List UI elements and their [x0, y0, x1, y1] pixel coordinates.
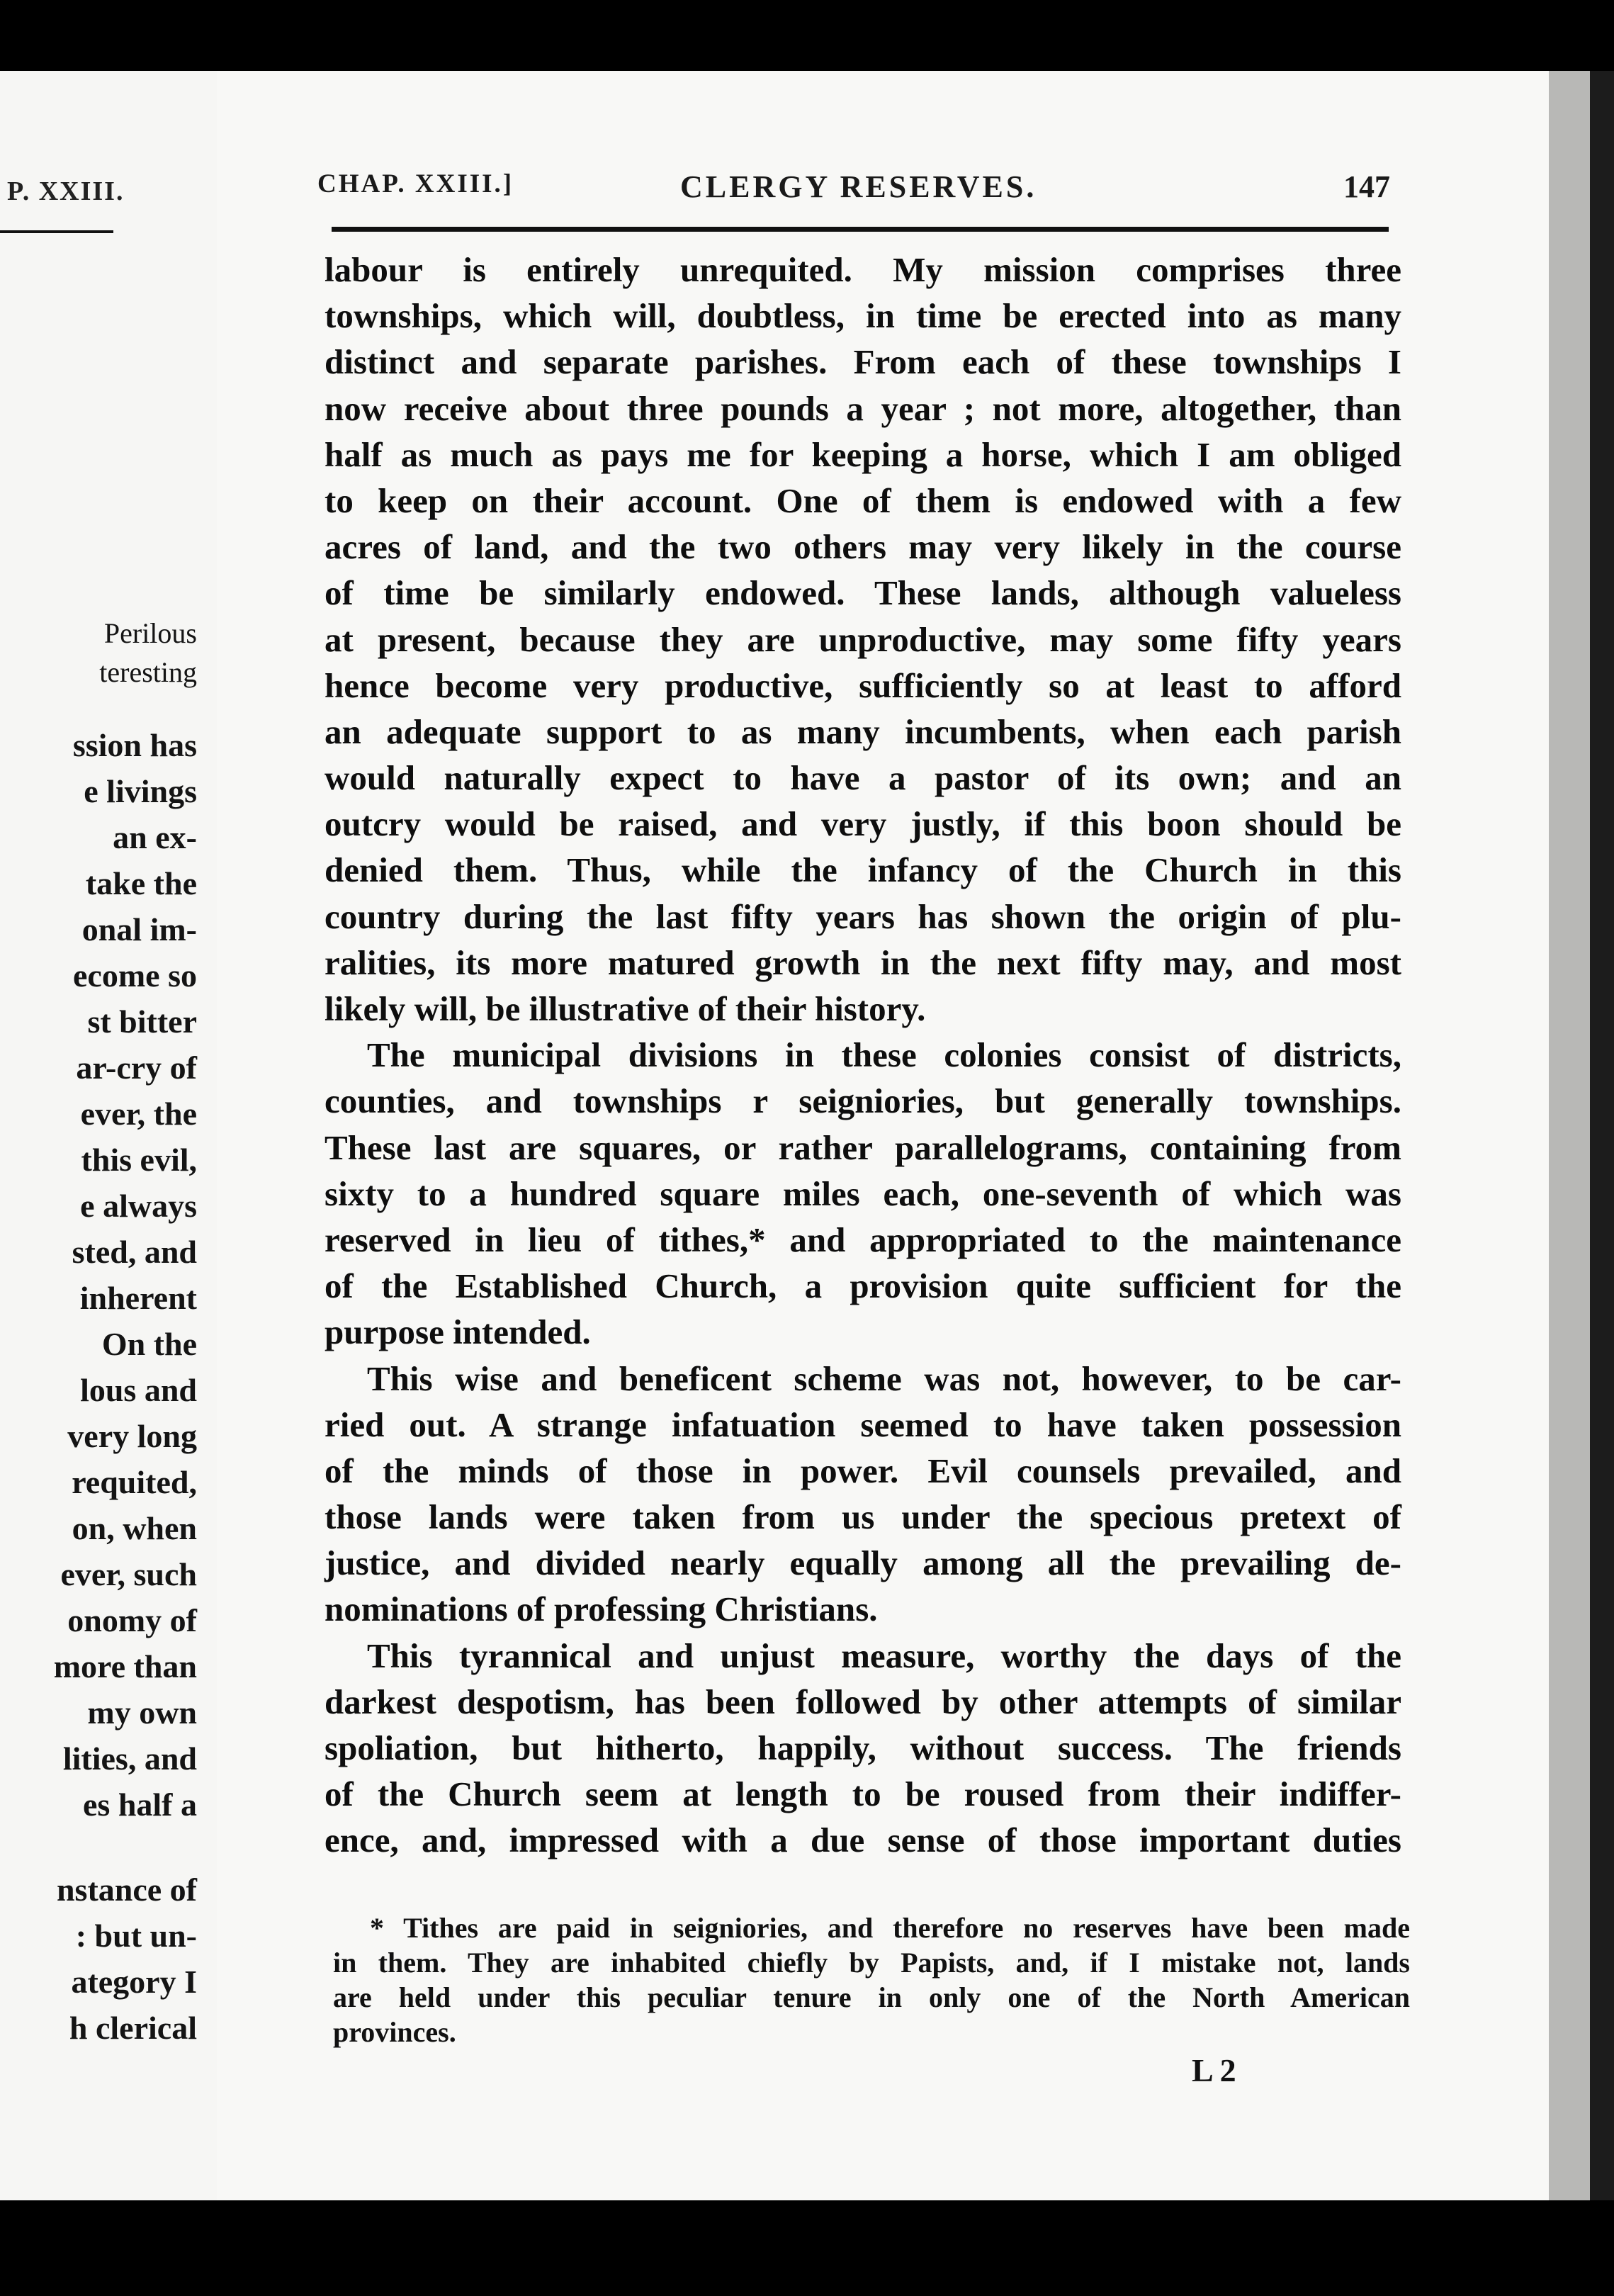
body-line: of time be similarly endowed. These lands, although valueless: [325, 573, 1401, 613]
left-page-line: ever, the: [80, 1096, 197, 1132]
body-text: [325, 247, 1401, 1864]
body-line: those lands were taken from us under the specious pretext of: [325, 1497, 1401, 1537]
left-page-line: e livings: [84, 773, 197, 809]
body-line: distinct and separate parishes. From each of these townships I: [325, 342, 1401, 382]
running-title: CLERGY RESERVES.: [680, 169, 1037, 204]
book-cover-edge: [1590, 71, 1614, 2200]
body-line: counties, and townships r seigniories, but generally townships.: [325, 1081, 1401, 1121]
left-page-line: nstance of: [56, 1872, 197, 1908]
body-line: darkest despotism, has been followed by other attempts of similar: [325, 1682, 1401, 1721]
body-line: of the Church seem at length to be roused from their indiffer-: [325, 1774, 1401, 1814]
body-line: This wise and beneficent scheme was not, however, to be car-: [367, 1358, 1401, 1398]
left-page-line: e always: [80, 1188, 197, 1224]
body-line: purpose intended.: [325, 1312, 591, 1352]
body-line: would naturally expect to have a pastor of its own; and an: [325, 758, 1401, 798]
left-page-line: very long: [67, 1418, 197, 1454]
left-page-line: take the: [85, 865, 197, 901]
body-line: an adequate support to as many incumbents, when each parish: [325, 711, 1401, 751]
left-page-line: onal im-: [81, 911, 197, 947]
body-line: ence, and, impressed with a due sense of those important duties: [325, 1821, 1401, 1860]
body-line: now receive about three pounds a year ; not more, altogether, than: [325, 388, 1401, 428]
footnote: [333, 1910, 1410, 2049]
page-edge: [1549, 71, 1590, 2200]
footnote-line: are held under this peculiar tenure in only one of the North American: [333, 1981, 1410, 2013]
footnote-line: * Tithes are paid in seigniories, and therefore no reserves have been made: [370, 1912, 1410, 1944]
body-line: hence become very productive, sufficiently so at least to afford: [325, 665, 1401, 705]
left-page-line: Perilous: [103, 617, 197, 649]
left-page-line: more than: [53, 1648, 197, 1684]
left-page-line: on, when: [72, 1510, 197, 1546]
body-line: ried out. A strange infatuation seemed to have taken possession: [325, 1405, 1401, 1444]
body-line: This tyrannical and unjust measure, worthy the days of the: [367, 1636, 1401, 1675]
left-page-line: ategory I: [71, 1964, 197, 2000]
body-line: ralities, its more matured growth in the next fifty may, and most: [325, 942, 1401, 982]
left-page-line: st bitter: [87, 1003, 197, 1040]
left-page-line: lous and: [80, 1372, 197, 1408]
left-page-line: teresting: [99, 656, 197, 688]
left-page-line: sted, and: [72, 1234, 197, 1270]
signature-mark: L 2: [1192, 2052, 1236, 2088]
body-line: of the minds of those in power. Evil counsels prevailed, and: [325, 1451, 1401, 1490]
left-page-line: ssion has: [72, 727, 197, 763]
body-line: The municipal divisions in these colonies consist of districts,: [367, 1035, 1401, 1075]
left-page-line: ever, such: [60, 1556, 197, 1592]
body-line: of the Established Church, a provision quite sufficient for the: [325, 1266, 1401, 1306]
body-line: spoliation, but hitherto, happily, without success. The friends: [325, 1728, 1401, 1767]
left-page-line: h clerical: [69, 2010, 197, 2046]
body-line: These last are squares, or rather parallelograms, containing from: [325, 1127, 1401, 1167]
left-page-line: requited,: [72, 1464, 197, 1500]
left-page-line: ecome so: [73, 957, 197, 994]
body-line: nominations of professing Christians.: [325, 1589, 878, 1629]
body-line: outcry would be raised, and very justly, if this boon should be: [325, 804, 1401, 844]
body-line: labour is entirely unrequited. My mission comprises three: [325, 250, 1401, 289]
left-page-line: my own: [87, 1694, 197, 1731]
left-page-header: P. XXIII.: [7, 176, 125, 206]
left-page-line: es half a: [83, 1786, 197, 1823]
body-line: denied them. Thus, while the infancy of the Church in this: [325, 850, 1401, 890]
header-rule: [332, 227, 1389, 232]
footnote-line: in them. They are inhabited chiefly by Papists, and, if I mistake not, lands: [333, 1947, 1410, 1979]
page-number: 147: [1343, 169, 1390, 204]
body-line: townships, which will, doubtless, in time be erected into as many: [325, 296, 1401, 336]
left-page-line: an ex-: [113, 819, 197, 855]
left-page-line: inherent: [79, 1280, 197, 1316]
footnote-line: provinces.: [333, 2016, 456, 2048]
left-page-line: On the: [101, 1326, 197, 1362]
left-page-line: lities, and: [62, 1740, 197, 1777]
chapter-label: CHAP. XXIII.]: [317, 169, 514, 198]
body-line: reserved in lieu of tithes,* and appropriated to the maintenance: [325, 1220, 1401, 1259]
body-line: sixty to a hundred square miles each, one-seventh of which was: [325, 1174, 1401, 1213]
body-line: at present, because they are unproductive, may some fifty years: [325, 619, 1401, 659]
body-line: acres of land, and the two others may very likely in the course: [325, 527, 1401, 567]
body-line: justice, and divided nearly equally among all the prevailing de-: [325, 1543, 1401, 1583]
left-page: [0, 71, 225, 2200]
left-page-line: ar-cry of: [76, 1049, 197, 1086]
body-line: likely will, be illustrative of their history.: [325, 989, 926, 1028]
left-page-line: : but un-: [75, 1918, 197, 1954]
left-page-rule: [0, 230, 113, 233]
body-line: half as much as pays me for keeping a horse, which I am obliged: [325, 434, 1401, 474]
body-line: country during the last fifty years has shown the origin of plu-: [325, 896, 1401, 936]
left-page-line: onomy of: [67, 1602, 197, 1638]
left-page-line: this evil,: [81, 1142, 197, 1178]
body-line: to keep on their account. One of them is endowed with a few: [325, 480, 1401, 520]
